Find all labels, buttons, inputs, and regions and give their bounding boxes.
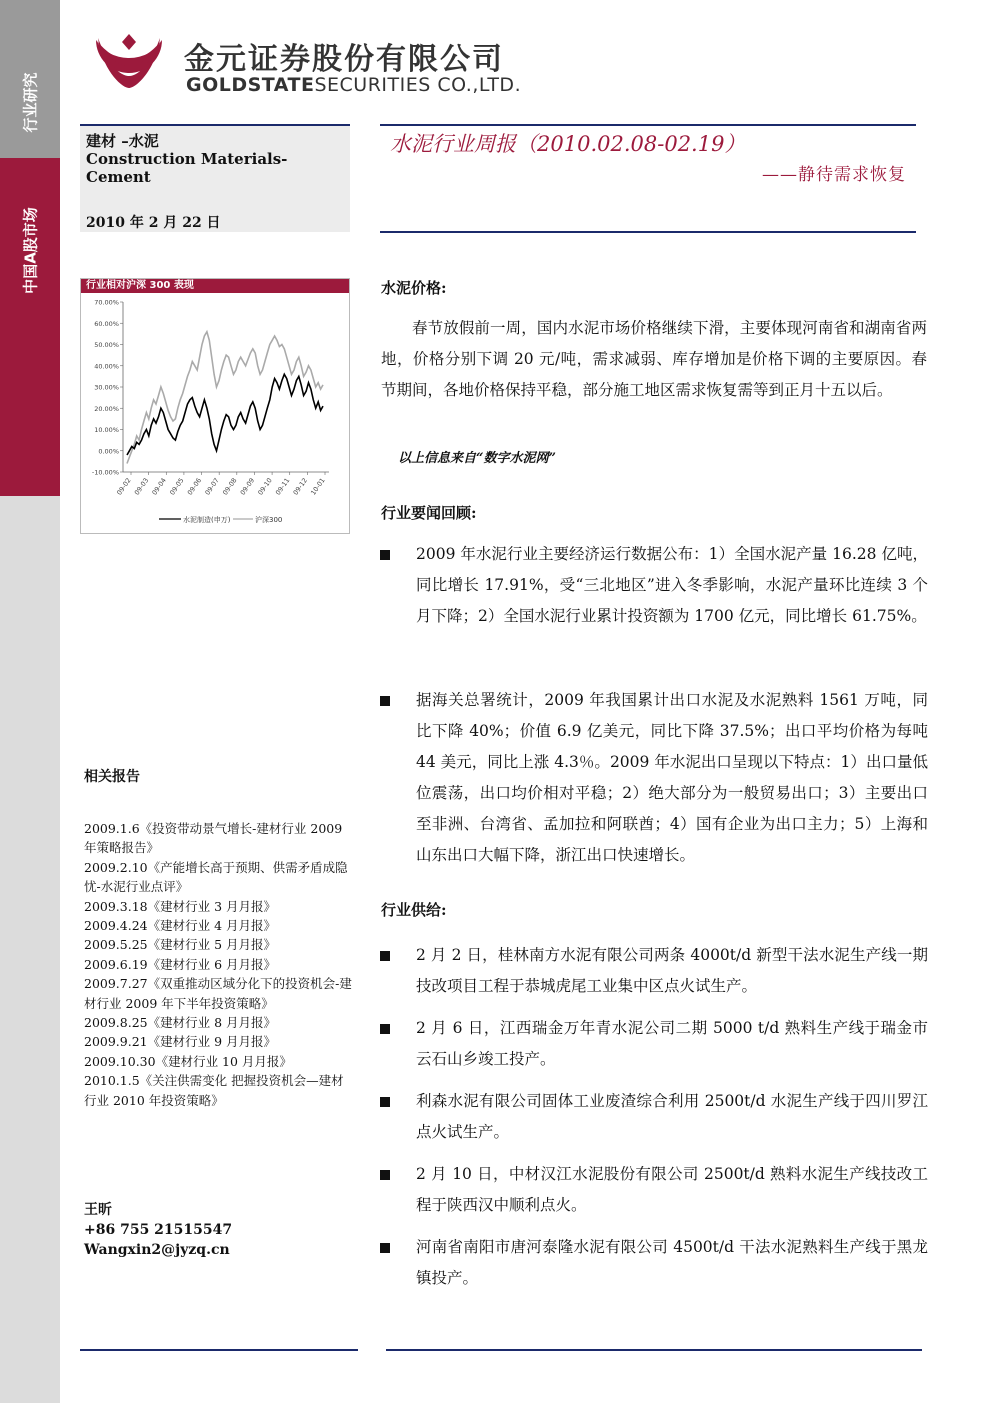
footer-rule-left — [80, 1349, 358, 1351]
report-subtitle: ——静待需求恢复 — [762, 165, 906, 185]
bullet-square-icon — [380, 696, 390, 706]
legend-label-hs300: 沪深300 — [255, 516, 283, 524]
title-rule-top — [380, 124, 916, 126]
supply-item: 利森水泥有限公司固体工业废渣综合利用 2500t/d 水泥生产线于四川罗江点火试生产。 — [380, 1086, 928, 1148]
related-report-item: 2009.9.21《建材行业 9 月月报》 — [84, 1034, 277, 1050]
x-tick-label: 09-04 — [150, 476, 168, 497]
bullet-square-icon — [380, 1170, 390, 1180]
related-report-item: 2009.2.10《产能增长高于预期、供需矛盾成隐忧-水泥行业点评》 — [84, 859, 348, 895]
related-report-item: 2009.5.25《建材行业 5 月月报》 — [84, 937, 277, 953]
y-tick-label: 50.00% — [94, 341, 119, 349]
section-news-title: 行业要闻回顾: — [381, 504, 477, 522]
sector-category: 建材 –水泥 — [86, 132, 159, 150]
series-line-hs300 — [127, 332, 323, 464]
bullet-square-icon — [380, 550, 390, 560]
title-rule-bottom — [380, 231, 916, 233]
footer-rule-right — [386, 1349, 922, 1351]
analyst-contact — [84, 1200, 232, 1260]
x-tick-label: 09-10 — [256, 476, 274, 497]
x-tick-label: 10-01 — [309, 476, 327, 497]
y-tick-label: -10.00% — [91, 468, 119, 477]
goldstate-logo-icon — [92, 30, 166, 92]
related-report-item: 2009.10.30《建材行业 10 月月报》 — [84, 1053, 292, 1069]
company-name-cn: 金元证券股份有限公司 — [184, 42, 504, 77]
analyst-name: 王昕 — [84, 1202, 112, 1218]
supply-item: 河南省南阳市唐河泰隆水泥有限公司 4500t/d 干法水泥熟料生产线于黑龙镇投产。 — [380, 1232, 928, 1294]
y-tick-label: 20.00% — [94, 404, 119, 413]
supply-item: 2 月 10 日，中材汉江水泥股份有限公司 2500t/d 熟料水泥生产线技改工程于陕西汉中顺利点火。 — [380, 1159, 928, 1221]
related-report-item: 2009.3.18《建材行业 3 月月报》 — [84, 898, 277, 914]
related-report-item: 2010.1.5《关注供需变化 把握投资机会—建材行业 2010 年投资策略》 — [84, 1073, 344, 1108]
chart-title: 行业相对沪深 300 表现 — [81, 279, 349, 293]
chart-canvas — [81, 294, 349, 534]
related-report-item: 2009.6.19《建材行业 6 月月报》 — [84, 956, 277, 972]
bullet-square-icon — [380, 1024, 390, 1034]
related-report-item: 2009.7.27《双重推动区域分化下的投资机会-建材行业 2009 年下半年投资策略》 — [84, 976, 352, 1011]
supply-item: 2 月 2 日，桂林南方水泥有限公司两条 4000t/d 新型干法水泥生产线一期技改项目工程于恭城虎尾工业集中区点火试生产。 — [380, 940, 928, 1002]
price-source-note: 以上信息来自“数字水泥网” — [398, 451, 556, 466]
news-item: 2009 年水泥行业主要经济运行数据公布：1）全国水泥产量 16.28 亿吨，同比增长 17.91%，受“三北地区”进入冬季影响，水泥产量环比连续 3 个月下降；2）全国水泥行业累计投资额为 1700 亿元，同比增长 61.75%。 — [380, 539, 928, 632]
sector-category-en: Construction Materials-Cement — [86, 150, 288, 186]
y-tick-label: 40.00% — [94, 362, 119, 371]
sector-info-box — [80, 124, 350, 232]
x-tick-label: 09-08 — [221, 476, 239, 497]
related-reports-list — [84, 819, 354, 1110]
report-date: 2010 年 2 月 22 日 — [86, 215, 221, 231]
bullet-square-icon — [380, 1097, 390, 1107]
legend-label-cement: 水泥制造(申万) — [183, 516, 231, 524]
x-tick-label: 09-02 — [115, 476, 133, 497]
related-report-item: 2009.4.24《建材行业 4 月月报》 — [84, 918, 277, 934]
y-tick-label: 0.00% — [98, 447, 119, 456]
y-tick-label: 30.00% — [94, 383, 119, 392]
supply-item: 2 月 6 日，江西瑞金万年青水泥公司二期 5000 t/d 熟料生产线于瑞金市云石山乡竣工投产。 — [380, 1013, 928, 1075]
x-tick-label: 09-11 — [273, 476, 292, 497]
x-tick-label: 09-12 — [291, 476, 310, 497]
company-name-en: GOLDSTATESECURITIES CO.,LTD. — [186, 74, 522, 96]
side-label-research: 行业研究 — [21, 72, 40, 133]
section-price-text: 春节放假前一周，国内水泥市场价格继续下滑，主要体现河南省和湖南省两地，价格分别下调 20 元/吨，需求减弱、库存增加是价格下调的主要原因。春节期间，各地价格保持平稳，部分施工地区需求恢复需等到正月十五以后。 — [381, 319, 927, 399]
bullet-square-icon — [380, 951, 390, 961]
x-tick-label: 09-03 — [132, 476, 151, 497]
report-title: 水泥行业周报（2010.02.08-02.19） — [390, 132, 746, 156]
y-tick-label: 10.00% — [94, 426, 119, 434]
section-supply-title: 行业供给: — [381, 901, 447, 919]
y-tick-label: 60.00% — [94, 319, 119, 328]
x-tick-label: 09-09 — [238, 476, 257, 497]
related-report-item: 2009.1.6《投资带动景气增长-建材行业 2009 年策略报告》 — [84, 821, 343, 856]
x-tick-label: 09-05 — [168, 476, 186, 497]
related-reports-title: 相关报告 — [84, 769, 140, 785]
bullet-square-icon — [380, 1243, 390, 1253]
side-label-market: 中国A股市场 — [21, 207, 40, 294]
relative-performance-chart — [80, 278, 350, 534]
analyst-email[interactable]: Wangxin2@jyzq.cn — [84, 1242, 230, 1258]
news-item: 据海关总署统计，2009 年我国累计出口水泥及水泥熟料 1561 万吨，同比下降 40%；价值 6.9 亿美元，同比下降 37.5%；出口平均价格为每吨 44 美元，同比上涨 4.3％。2009 年水泥出口呈现以下特点：1）出口量低位震荡，出口均价相对平稳；2）绝大部分为一般贸易出口；3）主要出口至非洲、台湾省、孟加拉和阿联酋；4）国有企业为出口主力；5）上海和山东出口大幅下降，浙江出口快速增长。 — [380, 685, 928, 871]
x-tick-label: 09-07 — [203, 476, 221, 497]
section-price-title: 水泥价格: — [381, 279, 447, 297]
series-line-cement — [127, 374, 323, 455]
y-tick-label: 70.00% — [94, 298, 119, 307]
x-tick-label: 09-06 — [185, 476, 204, 497]
analyst-phone: +86 755 21515547 — [84, 1222, 233, 1238]
related-report-item: 2009.8.25《建材行业 8 月月报》 — [84, 1015, 277, 1031]
